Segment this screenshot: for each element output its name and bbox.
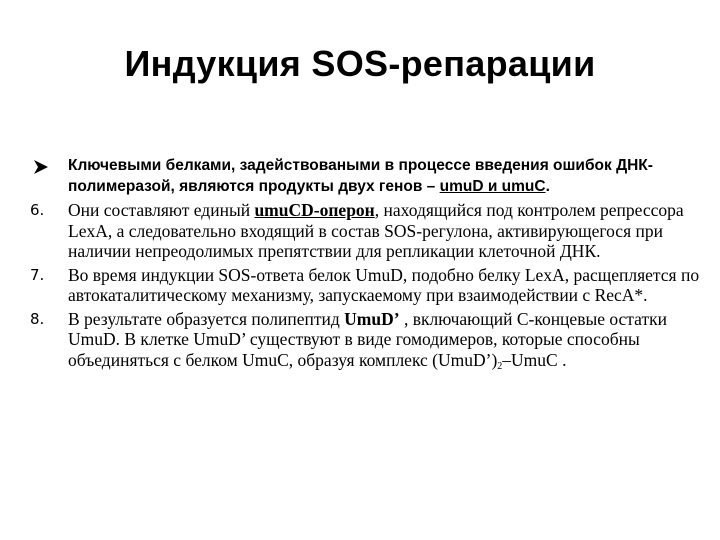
item-text: Ключевыми белками, задействоваными в процессе введения ошибок ДНК-полимеразой, являются продукты двух генов –	[68, 157, 653, 195]
item-text: В результате образуется полипептид	[68, 308, 345, 329]
numbered-item-7	[30, 265, 700, 306]
item-number: 8.	[30, 309, 45, 328]
bullet-item-key-proteins	[30, 156, 700, 197]
item-text-end: , находящийся под контролем репрессора LexA, а следовательно входящий в состав SOS-регулона, активирующегося при наличии непреодолимых препятствии для репликации клеточной ДНК.	[68, 200, 684, 261]
item-text: Во время индукции SOS-ответа белок UmuD, подобно белку LexA, расщепляется по автокаталитическому механизму, запускаемому при взаимодействии с RecA*.	[68, 264, 700, 305]
slide-title: Индукция SOS-репарации	[124, 43, 596, 84]
numbered-item-8	[30, 309, 700, 378]
item-text-cont: , включающий С-концевые остатки UmuD. В клетке UmuD’ существуют в виде гомодимеров, которые способны объединяться с белком UmuC, образуя комплекс (UmuD’)	[68, 308, 667, 370]
item-text-end: –UmuC .	[502, 349, 567, 370]
operon-name-text: umuCD-оперон	[254, 200, 375, 220]
gene-names-text: umuD и umuC	[439, 177, 546, 195]
subscript-text: 2	[497, 360, 503, 372]
item-number: 6.	[30, 201, 45, 219]
item-text: Они составляют единый	[68, 200, 255, 220]
numbered-item-6	[30, 200, 700, 262]
polypeptide-name-text: UmuD’	[344, 308, 400, 329]
item-number: 7.	[30, 265, 45, 284]
arrow-head-icon	[33, 159, 49, 175]
slide-body	[30, 156, 700, 380]
item-text-end: .	[545, 177, 550, 195]
